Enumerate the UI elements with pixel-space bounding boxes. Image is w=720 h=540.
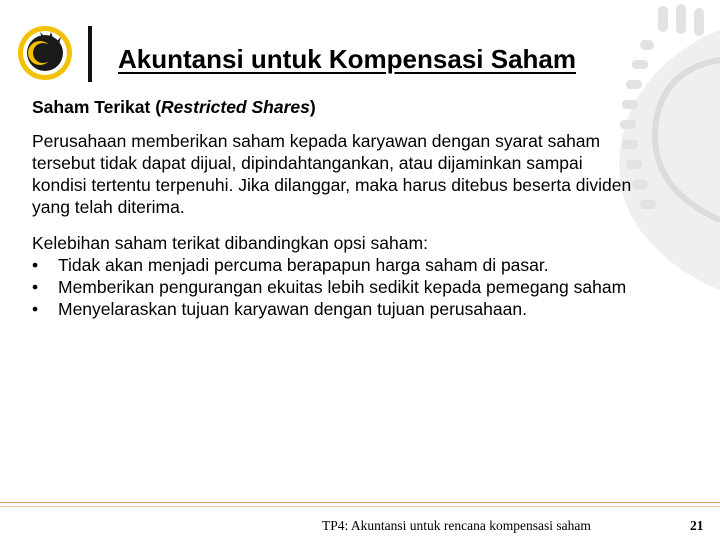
list-item-text: Memberikan pengurangan ekuitas lebih sedikit kepada pemegang saham	[58, 277, 627, 297]
list-item-text: Menyelaraskan tujuan karyawan dengan tujuan perusahaan.	[58, 299, 527, 319]
slide-content	[32, 96, 672, 320]
list-item	[32, 254, 672, 276]
university-emblem-icon	[16, 24, 74, 82]
title-divider-bar	[88, 26, 92, 82]
benefits-list	[32, 254, 672, 320]
heading-prefix: Saham Terikat (	[32, 97, 162, 117]
list-item	[32, 298, 672, 320]
bullet-icon: •	[32, 277, 39, 297]
list-item-text: Tidak akan menjadi percuma berapapun harga saham di pasar.	[58, 255, 549, 275]
definition-paragraph: Perusahaan memberikan saham kepada karyawan dengan syarat saham tersebut tidak dapat dijual, dipindahtangankan, atau dijaminkan sampai kondisi tertentu terpenuhi. Jika dilanggar, maka harus ditebus beserta dividen yang telah diterima.	[32, 131, 632, 217]
heading-suffix: )	[309, 97, 316, 117]
footer-divider-secondary	[0, 506, 720, 507]
section-heading	[32, 96, 672, 118]
bullet-icon: •	[32, 299, 39, 319]
heading-italic: Restricted Shares	[161, 97, 310, 117]
bullet-icon: •	[32, 255, 39, 275]
list-item	[32, 276, 672, 298]
footer-divider	[0, 502, 720, 503]
page-number: 21	[690, 518, 704, 533]
footer-caption: TP4: Akuntansi untuk rencana kompensasi saham	[322, 518, 591, 533]
benefits-intro: Kelebihan saham terikat dibandingkan opsi saham:	[32, 233, 428, 253]
page-title: Akuntansi untuk Kompensasi Saham	[118, 44, 576, 74]
